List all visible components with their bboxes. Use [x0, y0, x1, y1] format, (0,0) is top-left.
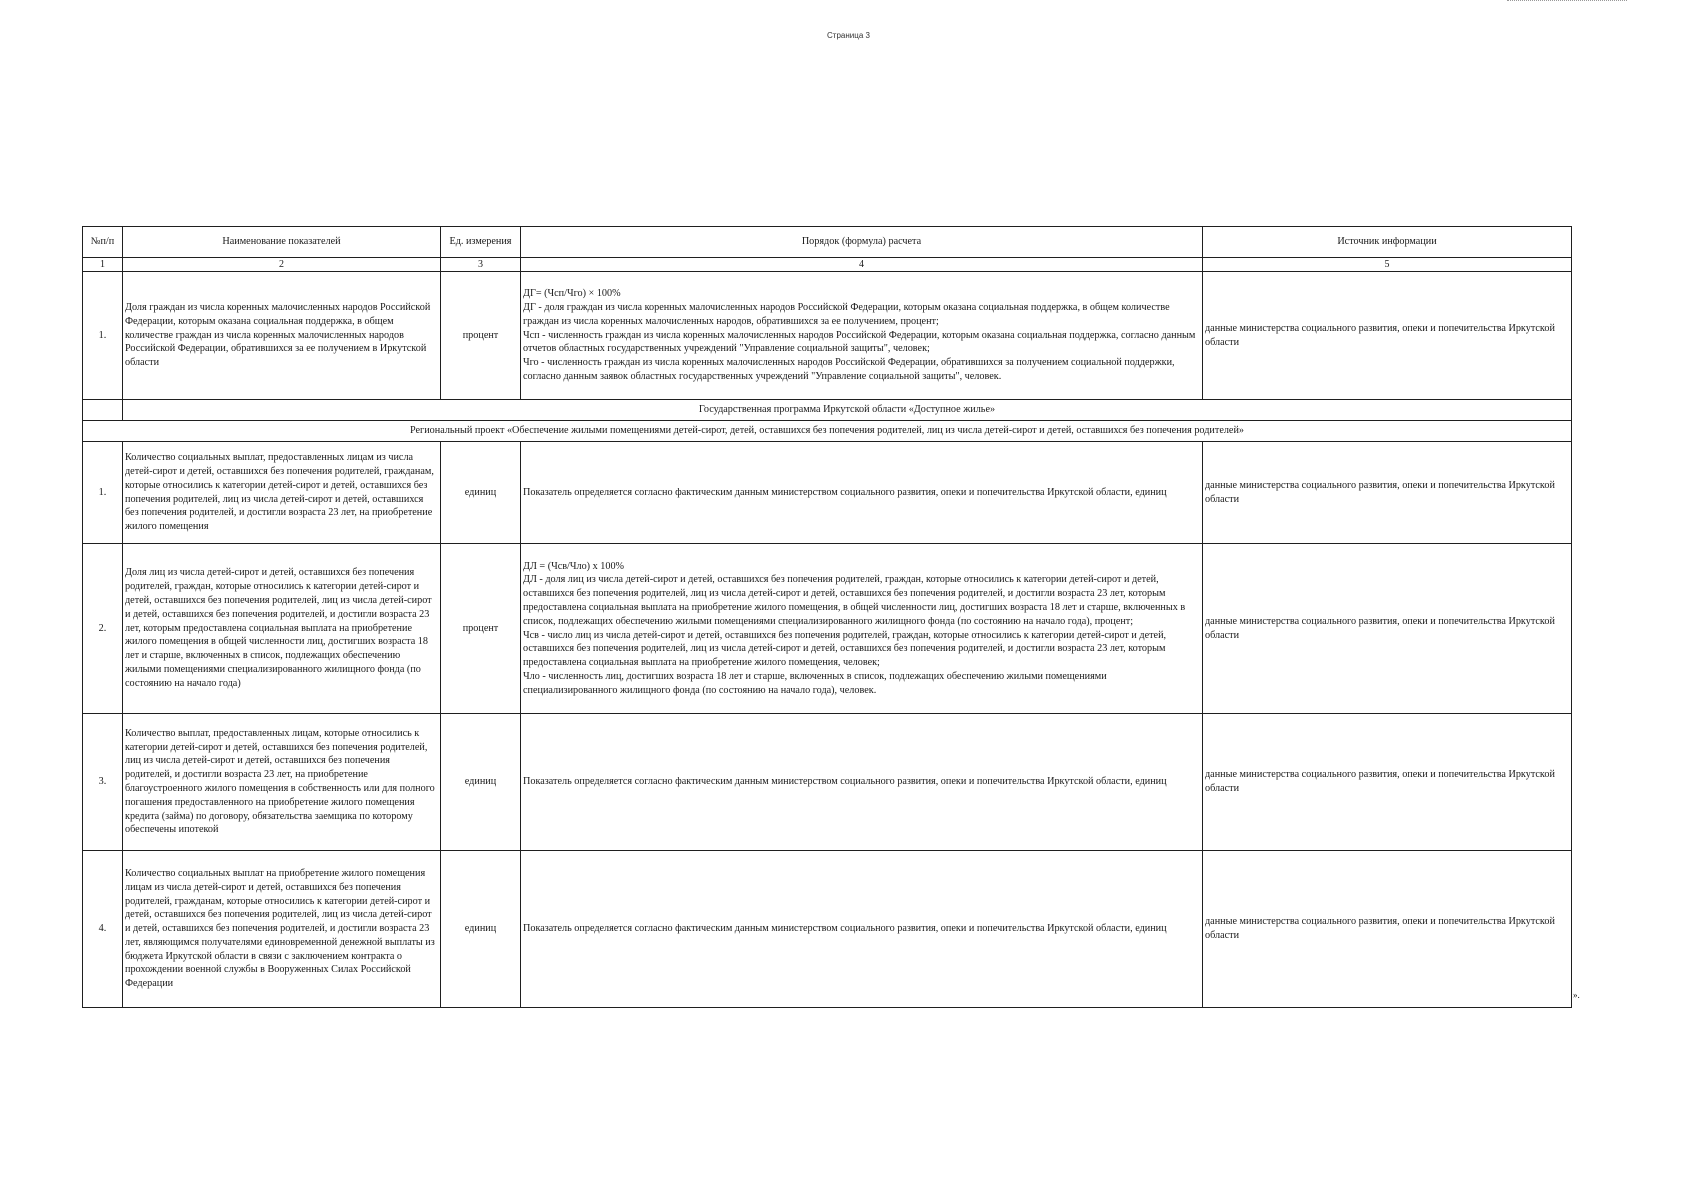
indicator-name: Количество выплат, предоставленных лицам, которые относились к категории детей-сирот и детей, оставшихся без попечения родителей, лиц из числа детей-сирот и детей, оставшихся без попечения родителей, и достигли возраста 23 лет, на приобретение благоустроенного жилого помещения в собственность или для полного погашения предоставленного на приобретение жилого помещения кредита (займа) по договору, обязательства заемщика по которому обеспечены ипотекой: [123, 714, 441, 851]
indicator-name: Доля граждан из числа коренных малочисленных народов Российской Федерации, которым оказана социальная поддержка, в общем количестве граждан из числа коренных малочисленных народов Российской Федерации, обратившихся за ее получением в Иркутской области: [123, 272, 441, 400]
information-source: данные министерства социального развития, опеки и попечительства Иркутской области: [1203, 272, 1572, 400]
formula-line: ДЛ = (Чсв/Чло) х 100%: [523, 560, 625, 572]
column-number: 3: [441, 258, 521, 272]
table-row: [83, 714, 1572, 851]
unit-of-measure: единиц: [441, 851, 521, 1008]
calculation-formula: Показатель определяется согласно фактическим данным министерством социального развития, опеки и попечительства Иркутской области, единиц: [521, 442, 1203, 544]
table-row: [83, 272, 1572, 400]
unit-of-measure: процент: [441, 272, 521, 400]
header-formula: Порядок (формула) расчета: [521, 227, 1203, 258]
column-number-row: [83, 258, 1572, 272]
row-number: 3.: [83, 714, 123, 851]
unit-of-measure: единиц: [441, 442, 521, 544]
information-source: данные министерства социального развития, опеки и попечительства Иркутской области: [1203, 442, 1572, 544]
project-section-row: [83, 421, 1572, 442]
information-source: данные министерства социального развития, опеки и попечительства Иркутской области: [1203, 714, 1572, 851]
formula-line: ДГ= (Чсп/Чго) × 100%: [523, 288, 621, 300]
scan-edge-mark: [1507, 0, 1627, 3]
calculation-formula: [521, 272, 1203, 400]
formula-line: ДЛ - доля лиц из числа детей-сирот и детей, оставшихся без попечения родителей, граждан, которые относились к категории детей-сирот и детей, оставшихся без попечения родителей, лиц из числа детей-сирот и детей, оставшихся без попечения родителей, и достигли возраста 23 лет, которым предоставлена социальная выплата на приобретение жилого помещения, в общей численности лиц, достигших возраста 18 лет и старше, включенных в список, подлежащих обеспечению жилыми помещениями специализированного жилищного фонда (по состоянию на начало года), процент;: [523, 574, 1186, 627]
formula-line: Чло - численность лиц, достигших возраста 18 лет и старше, включенных в список, подлежащих обеспечению жилыми помещениями специализированного жилищного фонда (по состоянию на начало года), человек.: [523, 670, 1107, 696]
formula-line: Чсв - число лиц из числа детей-сирот и детей, оставшихся без попечения родителей, граждан, которые относились к категории детей-сирот и детей, оставшихся без попечения родителей, лиц из числа детей-сирот и детей, оставшихся без попечения родителей, и достигли возраста 23 лет, которым предоставлена социальная выплата на приобретение жилого помещения, человек;: [523, 629, 1167, 669]
row-number: 2.: [83, 544, 123, 714]
table-row: [83, 544, 1572, 714]
table-header-row: [83, 227, 1572, 258]
row-number: 1.: [83, 272, 123, 400]
closing-quote-mark: ».: [1573, 990, 1580, 1000]
header-source: Источник информации: [1203, 227, 1572, 258]
information-source: данные министерства социального развития, опеки и попечительства Иркутской области: [1203, 851, 1572, 1008]
project-title: Региональный проект «Обеспечение жилыми помещениями детей-сирот, детей, оставшихся без попечения родителей, лиц из числа детей-сирот и детей, оставшихся без попечения родителей»: [83, 421, 1572, 442]
indicator-name: Количество социальных выплат на приобретение жилого помещения лицам из числа детей-сирот и детей, оставшихся без попечения родителей, гражданам, которые относились к категории детей-сирот и детей, оставшихся без попечения родителей, лиц из числа детей-сирот и детей, оставшихся без попечения родителей, и достигли возраста 23 лет, являющимся получателями единовременной денежной выплаты из бюджета Иркутской области в связи с заключением контракта о прохождении военной службы в Вооруженных Силах Российской Федерации: [123, 851, 441, 1008]
header-unit: Ед. измерения: [441, 227, 521, 258]
program-title: Государственная программа Иркутской области «Доступное жилье»: [123, 400, 1572, 421]
unit-of-measure: процент: [441, 544, 521, 714]
table-row: [83, 851, 1572, 1008]
formula-line: Чсп - численность граждан из числа коренных малочисленных народов Российской Федерации, которым оказана социальная поддержка, согласно данным отчетов областных государственных учреждений "Управление социальной защиты", человек;: [523, 329, 1196, 355]
column-number: 1: [83, 258, 123, 272]
unit-of-measure: единиц: [441, 714, 521, 851]
table-row: [83, 442, 1572, 544]
column-number: 4: [521, 258, 1203, 272]
indicator-name: Количество социальных выплат, предоставленных лицам из числа детей-сирот и детей, оставшихся без попечения родителей, гражданам, которые относились к категории детей-сирот и детей, оставшихся без попечения родителей, лиц из числа детей-сирот и детей, оставшихся без попечения родителей, и достигли возраста 23 лет, на приобретение жилого помещения: [123, 442, 441, 544]
header-name: Наименование показателей: [123, 227, 441, 258]
indicator-name: Доля лиц из числа детей-сирот и детей, оставшихся без попечения родителей, граждан, которые относились к категории детей-сирот и детей, оставшихся без попечения родителей, лиц из числа детей-сирот и детей, оставшихся без попечения родителей, и достигли возраста 23 лет, которым предоставлена социальная выплата на приобретение жилого помещения в общей численности лиц, достигших возраста 18 лет и старше, включенных в список, подлежащих обеспечению жилыми помещениями специализированного жилищного фонда (по состоянию на начало года): [123, 544, 441, 714]
calculation-formula: Показатель определяется согласно фактическим данным министерством социального развития, опеки и попечительства Иркутской области, единиц: [521, 851, 1203, 1008]
calculation-formula: [521, 544, 1203, 714]
calculation-formula: Показатель определяется согласно фактическим данным министерством социального развития, опеки и попечительства Иркутской области, единиц: [521, 714, 1203, 851]
row-number: 1.: [83, 442, 123, 544]
formula-line: ДГ - доля граждан из числа коренных малочисленных народов Российской Федерации, которым оказана социальная поддержка, в общем количестве граждан из числа коренных малочисленных народов, обратившихся за ее получением, процент;: [523, 302, 1170, 327]
page-label: Страница 3: [827, 31, 870, 40]
information-source: данные министерства социального развития, опеки и попечительства Иркутской области: [1203, 544, 1572, 714]
header-num: №п/п: [83, 227, 123, 258]
indicators-table: [82, 226, 1572, 1008]
formula-line: Чго - численность граждан из числа коренных малочисленных народов Российской Федерации, обратившихся за получением социальной поддержки, согласно данным заявок областных государственных учреждений "Управление социальной защиты", человек.: [523, 357, 1175, 382]
program-section-row: [83, 400, 1572, 421]
column-number: 5: [1203, 258, 1572, 272]
row-number: 4.: [83, 851, 123, 1008]
column-number: 2: [123, 258, 441, 272]
